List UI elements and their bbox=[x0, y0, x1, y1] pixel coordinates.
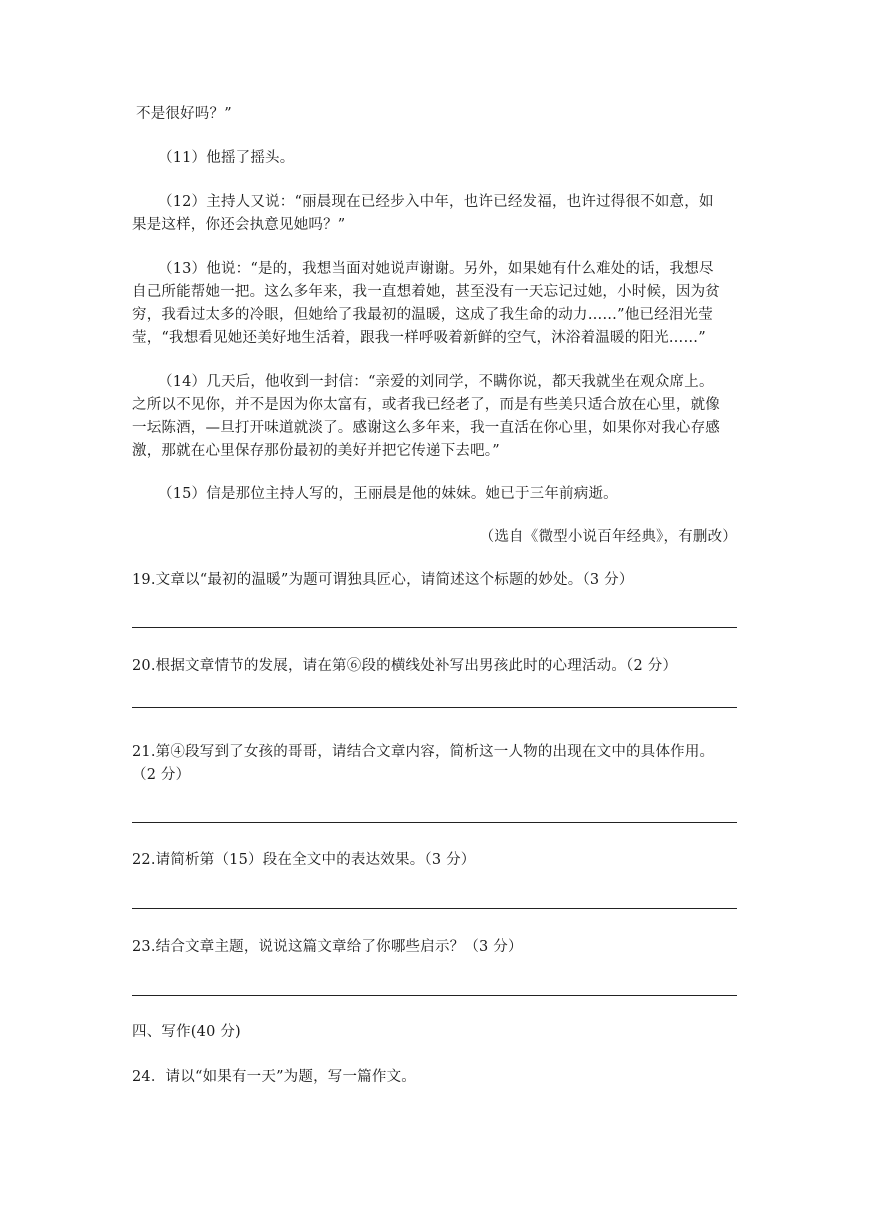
question-24: 24．请以“如果有一天”为题，写一篇作文。 bbox=[132, 1069, 416, 1085]
question-20: 20.根据文章情节的发展，请在第⑥段的横线处补写出男孩此时的心理活动。（2 分） bbox=[132, 658, 678, 674]
question-22: 22.请简析第（15）段在全文中的表达效果。（3 分） bbox=[132, 852, 476, 868]
answer-line-23 bbox=[132, 995, 737, 996]
question-19: 19.文章以“最初的温暖”为题可谓独具匠心，请简述这个标题的妙处。（3 分） bbox=[132, 572, 634, 588]
story-p10-tail: 不是很好吗？” bbox=[136, 106, 232, 122]
answer-line-21 bbox=[132, 822, 737, 823]
story-p12-line2: 果是这样，你还会执意见她吗？” bbox=[132, 217, 346, 233]
question-21-line2: （2 分） bbox=[132, 767, 191, 783]
story-p12-line1: （12）主持人又说：“丽晨现在已经步入中年，也许已经发福，也许过得很不如意，如 bbox=[158, 194, 714, 210]
story-p15: （15）信是那位主持人写的，王丽晨是他的妹妹。她已于三年前病逝。 bbox=[158, 486, 618, 502]
answer-line-19 bbox=[132, 627, 737, 628]
answer-line-20 bbox=[132, 707, 737, 708]
story-p14-line1: （14）几天后，他收到一封信：“亲爱的刘同学，不瞒你说，都天我就坐在观众席上。 bbox=[158, 374, 714, 390]
story-p14-line4: 激，那就在心里保存那份最初的美好并把它传递下去吧。” bbox=[132, 443, 500, 459]
story-p13-line3: 穷，我看过太多的冷眼，但她给了我最初的温暖，这成了我生命的动力……”他已经泪光莹 bbox=[132, 307, 713, 323]
story-p14-line3: 一坛陈酒，—旦打开味道就淡了。感谢这么多年来，我一直活在你心里，如果你对我心存感 bbox=[132, 420, 720, 436]
story-p13-line1: （13）他说：“是的，我想当面对她说声谢谢。另外，如果她有什么难处的话，我想尽 bbox=[158, 261, 714, 277]
writing-section-heading: 四、写作(40 分) bbox=[132, 1024, 241, 1040]
story-p13-line2: 自己所能帮她一把。这么多年来，我一直想着她，甚至没有一天忘记过她，小时候，因为贫 bbox=[132, 284, 720, 300]
question-21-line1: 21.第④段写到了女孩的哥哥，请结合文章内容，简析这一人物的出现在文中的具体作用。 bbox=[132, 744, 715, 760]
story-p13-line4: 莹，“我想看见她还美好地生活着，跟我一样呼吸着新鲜的空气，沐浴着温暖的阳光……” bbox=[132, 330, 706, 346]
story-p14-line2: 之所以不见你，并不是因为你太富有，或者我已经老了，而是有些美只适合放在心里，就像 bbox=[132, 397, 720, 413]
source-citation: （选自《微型小说百年经典》，有删改） bbox=[479, 529, 737, 545]
story-p11: （11）他摇了摇头。 bbox=[158, 150, 295, 166]
question-23: 23.结合文章主题，说说这篇文章给了你哪些启示？（3 分） bbox=[132, 939, 523, 955]
answer-line-22 bbox=[132, 908, 737, 909]
